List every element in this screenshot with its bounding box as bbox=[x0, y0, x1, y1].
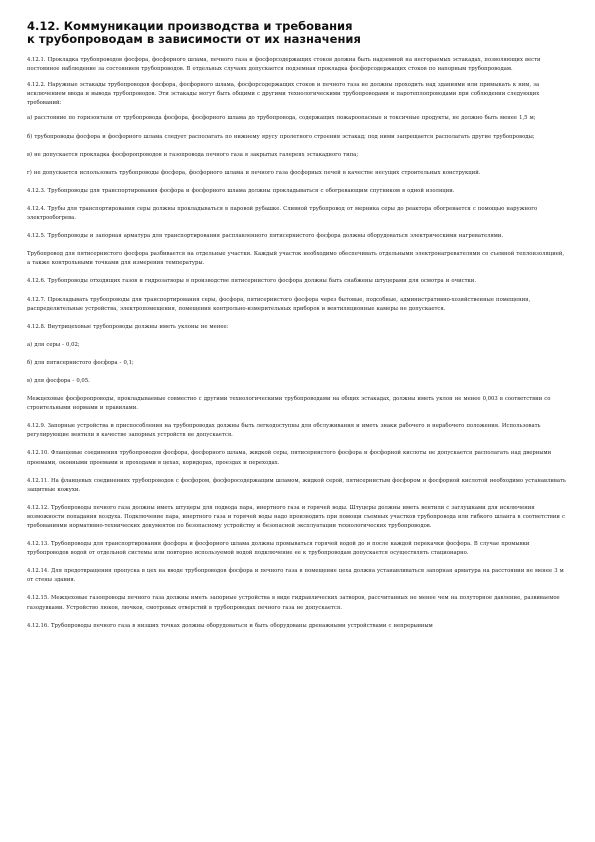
paragraph: 4.12.8. Внутрицеховые трубопроводы должны иметь уклоны не менее: bbox=[27, 323, 229, 330]
paragraph: а) для серы - 0,02; bbox=[27, 341, 80, 348]
paragraph: 4.12.5. Трубопроводы и запорная арматура для транспортирования расплавленного пятисернистого фосфора должны оборудоваться электрическими нагревателями. bbox=[27, 233, 504, 240]
paragraph: 4.12.14. Для предотвращения пропуска в цех на вводе трубопроводов фосфора и печного газа в помещение цеха должна устанавливаться запорная арматура на расстоянии не менее 3 м от стены здания. bbox=[27, 568, 564, 584]
section-title bbox=[27, 20, 568, 46]
document-body bbox=[27, 56, 568, 631]
section-title-line-1: 4.12. Коммуникации производства и требования bbox=[27, 19, 353, 33]
paragraph: 4.12.7. Прокладывать трубопроводы для транспортирования серы, фосфора, пятисернистого фосфора через бытовые, подсобные, административно-хозяйственные помещения, распределительные устройства, электропомещения, помещения контрольно-измерительных приборов и вентиляционные камеры не допускается. bbox=[27, 296, 531, 312]
paragraph: в) для фосфора - 0,05. bbox=[27, 377, 90, 384]
section-title-line-2: к трубопроводам в зависимости от их назначения bbox=[27, 32, 361, 46]
paragraph: Межцеховые фосфоропроводы, прокладываемые совместно с другими технологическими трубопроводами на общих эстакадах, должны иметь уклон не менее 0,003 в соответствии со строительными нормами и правилами. bbox=[27, 396, 551, 412]
paragraph: 4.12.12. Трубопроводы печного газа должны иметь штуцеры для подвода пара, инертного газа и горячей воды. Штуцеры должны иметь вентили с заглушками для исключения возможности попадания воздуха. Подключение пара, инертного газа и горячей воды надо производить при помощи съемных участков трубопровода или гибкого шланга в соответствии с требованиями нормативно-технических документов по безопасному устройству и безопасной эксплуатации технологических трубопроводов. bbox=[27, 504, 565, 529]
paragraph: 4.12.10. Фланцевые соединения трубопроводов фосфора, фосфорного шлама, жидкой серы, пятисернистого фосфора и фосфорной кислоты не допускается располагать над дверными проемами, оконными проемами и проходами в цехах, коридорах, проездах и переходах. bbox=[27, 450, 552, 466]
paragraph: 4.12.2. Наружные эстакады трубопроводов фосфора, фосфорного шлама, фосфорсодержащих стоков и печного газа не должны проходить над зданиями или примыкать к ним, за исключением ввода и вывода трубопроводов. Эти эстакады могут быть общими с другими технологическими трубопроводами и паротеплопроводами при соблюдении следующих требований: bbox=[27, 81, 540, 106]
paragraph: г) не допускается использовать трубопроводы фосфора, фосфорного шлама и печного газа фосфорных печей в качестве несущих строительных конструкций. bbox=[27, 169, 481, 176]
paragraph: 4.12.9. Запорные устройства и приспособления на трубопроводах должны быть легкодоступны для обслуживания и иметь знаки рабочего и нерабочего положения. Использовать регулирующие вентили в качестве запорных устройств не допускается. bbox=[27, 423, 541, 439]
paragraph: 4.12.3. Трубопроводы для транспортирования фосфора и фосфорного шлама должны прокладываться с обогревающим спутником в одной изоляции. bbox=[27, 187, 455, 194]
paragraph: в) не допускается прокладка фосфоропроводов и газопровода печного газа в закрытых галереях эстакадного типа; bbox=[27, 151, 359, 158]
paragraph: б) для пятисернистого фосфора - 0,1; bbox=[27, 359, 134, 366]
paragraph: б) трубопроводы фосфора и фосфорного шлама следует располагать по нижнему ярусу пролетного строения эстакад; под ними запрещается располагать другие трубопроводы; bbox=[27, 133, 535, 140]
paragraph: 4.12.4. Трубы для транспортирования серы должны прокладываться в паровой рубашке. Сливной трубопровод от мерника серы до реактора обогревается с помощью наружного электрообогрева. bbox=[27, 205, 538, 222]
paragraph: 4.12.11. На фланцевых соединениях трубопроводов с фосфором, фосфоросодержащим шламом, жидкой серой, пятисернистым фосфором и фосфорной кислотой необходимо устанавливать защитные кожухи. bbox=[27, 477, 566, 493]
paragraph: 4.12.6. Трубопроводы отходящих газов и гидрозатворы в производстве пятисернистого фосфора должны быть снабжены штуцерами для осмотра и очистки. bbox=[27, 278, 477, 285]
paragraph: 4.12.15. Межцеховые газопроводы печного газа должны иметь запорные устройства в виде гидравлических затворов, рассчитанных не менее чем на полуторное давление, развиваемое газодувками. Устройство люков, лючков, смотровых отверстий в трубопроводах печного газа не допускается. bbox=[27, 595, 560, 611]
paragraph: а) расстояние по горизонтали от трубопровода фосфора, фосфорного шлама до трубопровода, содержащих пожароопасные и токсичные продукты, не должно быть менее 1,5 м; bbox=[27, 115, 536, 122]
paragraph: 4.12.1. Прокладка трубопроводов фосфора, фосфорного шлама, печного газа и фосфорсодержащих стоков должна быть надземной на несгораемых эстакадах, позволяющих вести постоянное наблюдение за состоянием трубопроводов. В отдельных случаях допускается подземная прокладка фосфорсодержащих стоков по напорным трубопроводам. bbox=[27, 57, 541, 73]
paragraph: 4.12.16. Трубопроводы печного газа в низших точках должны оборудоваться и быть оборудованы дренажными устройствами с непрерывным bbox=[27, 622, 433, 629]
paragraph: 4.12.13. Трубопроводы для транспортирования фосфора и фосфорного шлама должны промываться горячей водой до и после каждой перекачки фосфора. В случае промывки трубопроводов водой от отдельной системы или повторно используемой водой подключение ее к трубопроводам допускается осуществлять стационарно. bbox=[27, 541, 530, 557]
paragraph: Трубопровод для пятисернистого фосфора разбивается на отдельные участки. Каждый участок необходимо обеспечивать отдельными электронагревателями со съемной теплоизоляцией, а также контрольными точками для измерения температуры. bbox=[27, 251, 565, 267]
